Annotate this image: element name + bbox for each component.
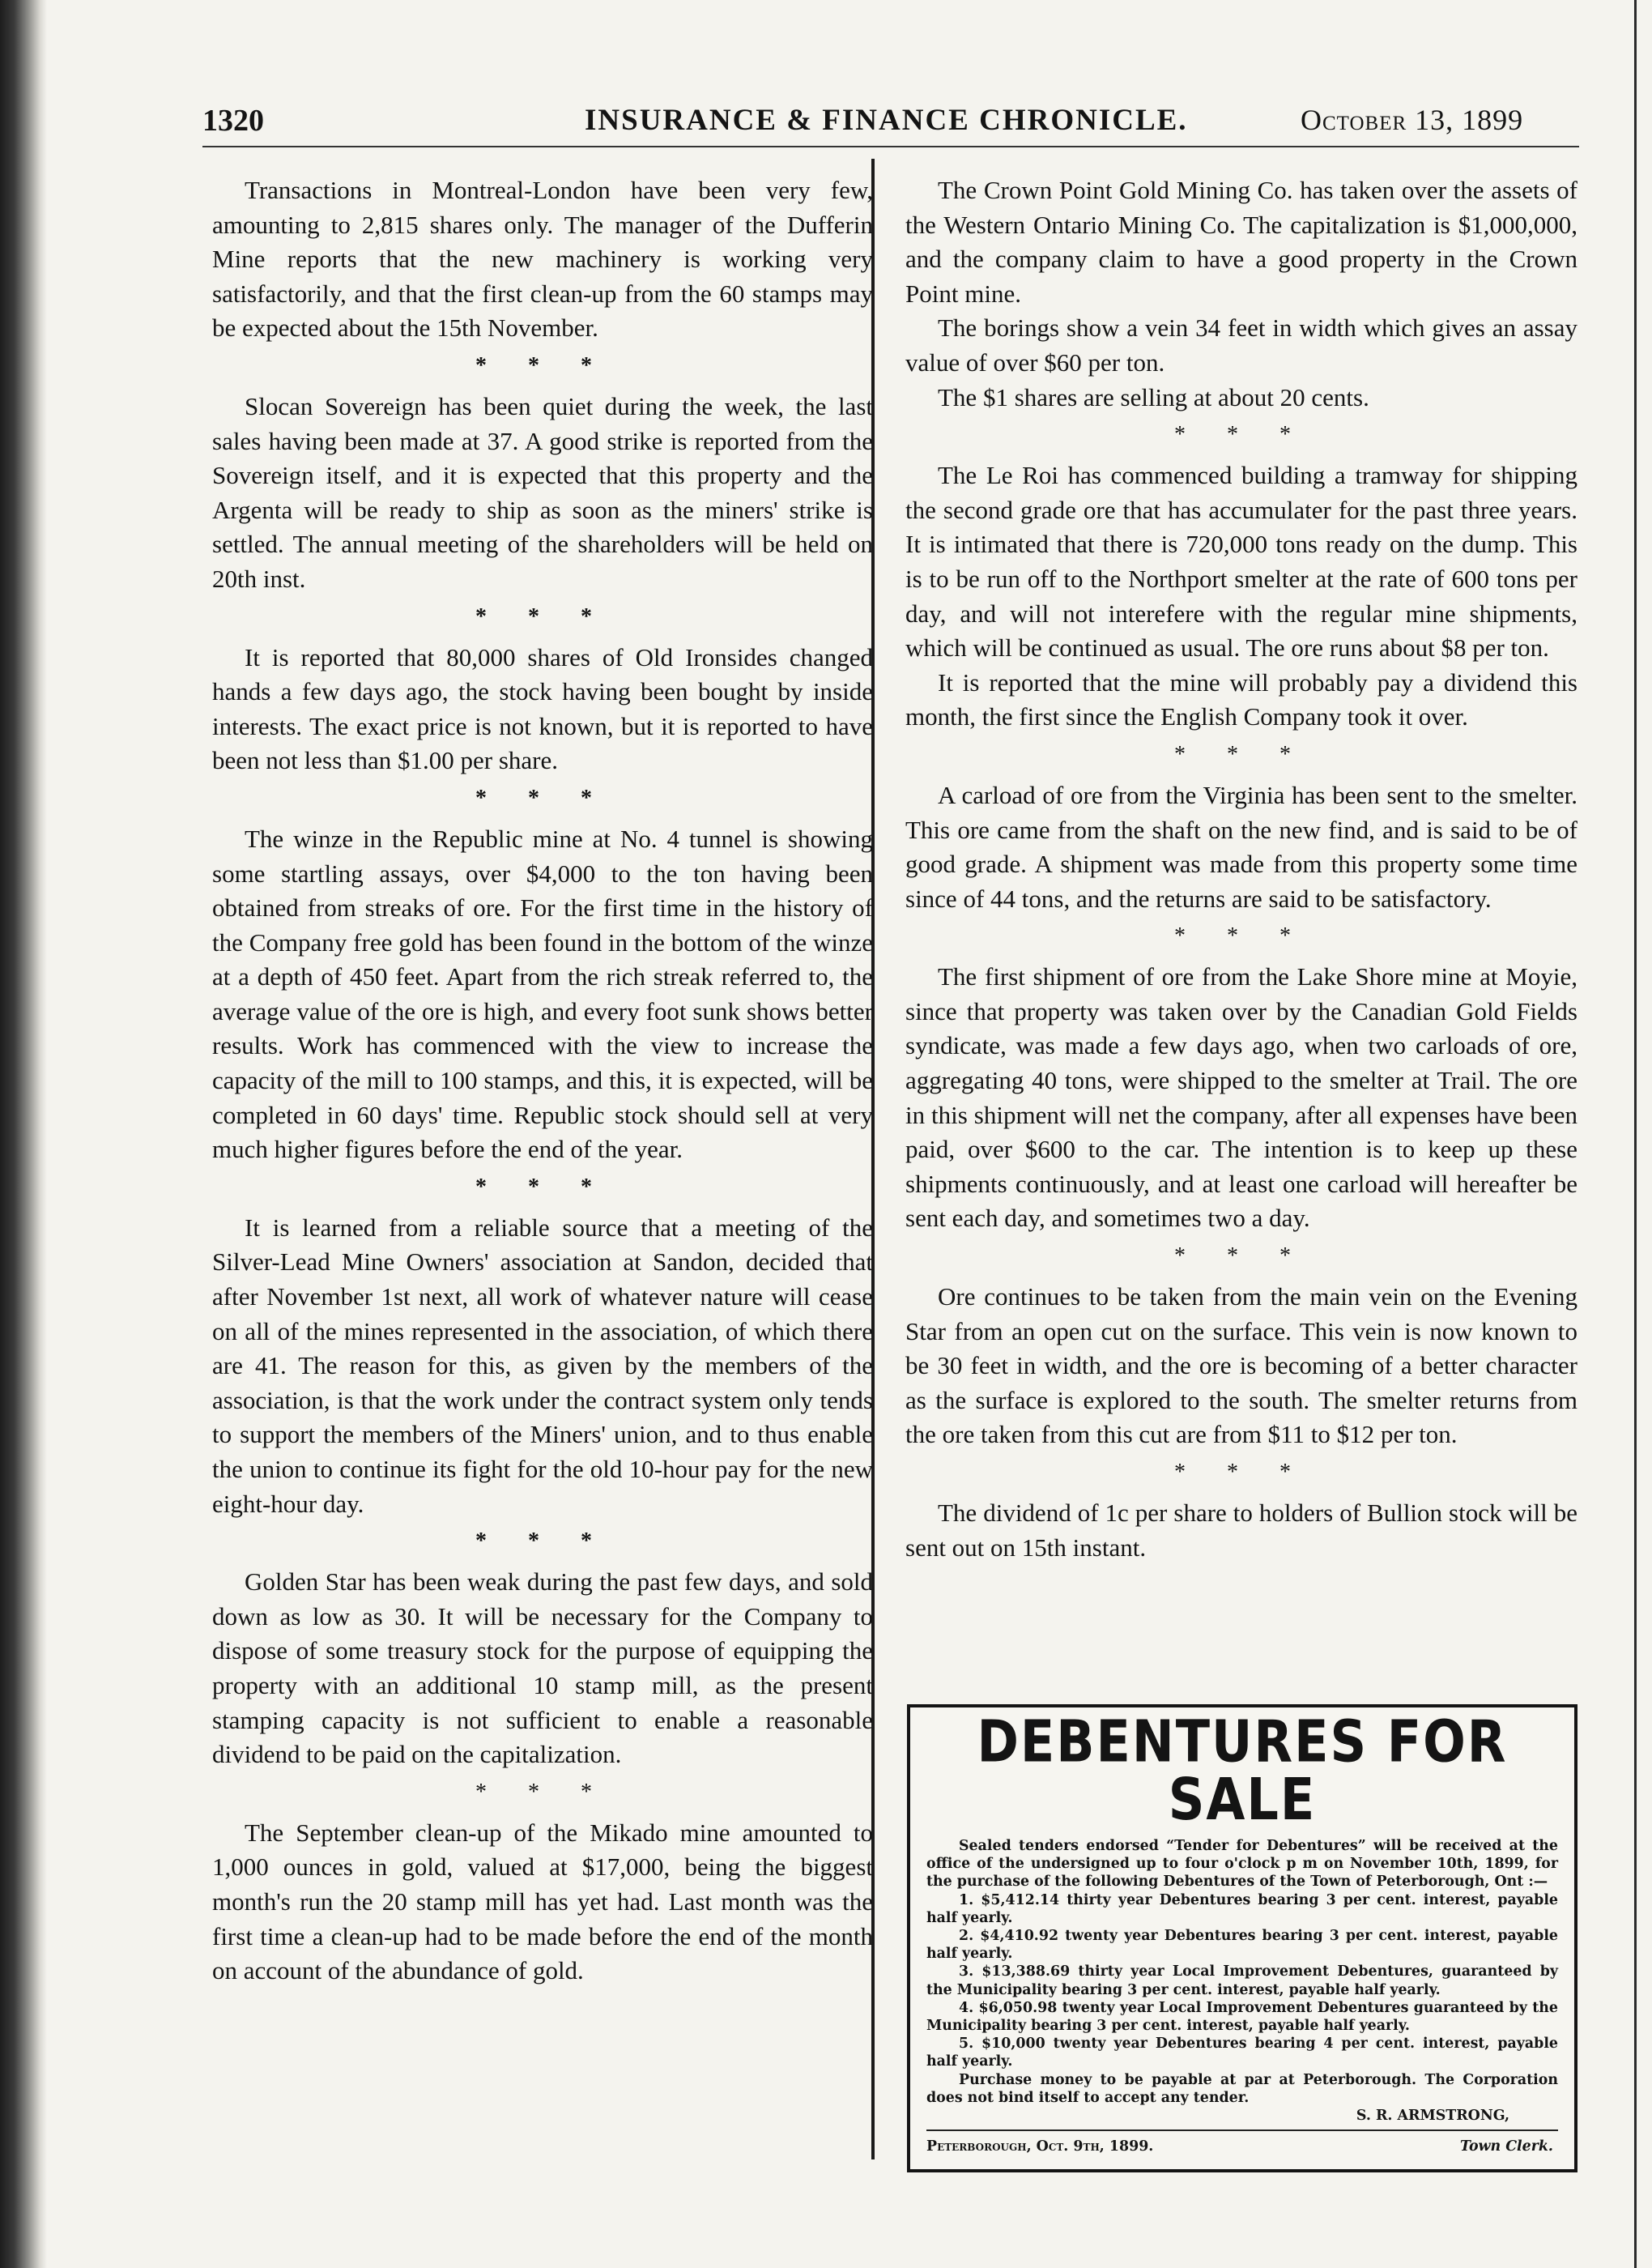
article-paragraph: It is reported that 80,000 shares of Old Ironsides changed hands a few days ago, the stock having been bought by inside interests. The exact price is not known, but it is reported to have been not less than $1.00 per share. — [212, 642, 873, 775]
section-separator: * * * — [475, 785, 610, 811]
article-paragraph: The first shipment of ore from the Lake Shore mine at Moyie, since that property was taken over by the Canadian Gold Fields syndicate, was made a few days ago, when two carloads of ore, aggregating 40 tons, were shipped to the smelter at Trail. The ore in this shipment will net the company, after all expenses have been paid, over $600 to the car. The intention is to keep up these shipments continuously, and at least one carload will hereafter be sent each day, and sometimes two a day. — [905, 962, 1577, 1233]
article-paragraph: The winze in the Republic mine at No. 4 tunnel is showing some startling assays, over $4,000 to the ton having been obtained from streaks of ore. For the first time in the history of the Company free gold has been found in the bottom of the winze at a depth of 450 feet. Apart from the rich streak referred to, the average value of the ore is high, and every foot sunk shows better results. Work has commenced with the view to increase the capacity of the mill to 100 stamps, and this, it is expected, will be completed in 60 days' time. Republic stock should sell at very much higher figures before the end of the year. — [212, 824, 873, 1164]
advertisement-intro: Sealed tenders endorsed “Tender for Debentures” will be received at the office of the undersigned up to four o'clock p m on November 10th, 1899, for the purchase of the following Debentures of the Town of Peterborough, Ont :— — [926, 1838, 1558, 1891]
article-paragraph: A carload of ore from the Virginia has been sent to the smelter. This ore came from the shaft on the new find, and is said to be of good grade. A shipment was made from this property some time since of 44 tons, and the returns are said to be satisfactory. — [905, 780, 1577, 913]
section-separator: * * * — [475, 1779, 610, 1805]
section-separator: * * * — [475, 603, 610, 629]
section-separator: * * * — [475, 352, 610, 378]
article-paragraph: It is reported that the mine will probably pay a dividend this month, the first since the English Company took it over. — [905, 667, 1577, 731]
advertisement-signer: S. R. ARMSTRONG, — [1356, 2108, 1509, 2125]
article-paragraph: Slocan Sovereign has been quiet during the week, the last sales having been made at 37. A good strike is reported from the Sovereign itself, and it is expected that this property and the Argenta will be ready to ship as soon as the miners' strike is settled. The annual meeting of the shareholders will be held on 20th inst. — [212, 391, 873, 593]
article-paragraph: Golden Star has been weak during the past few days, and sold down as low as 30. It will be necessary for the Company to dispose of some treasury stock for the purpose of equipping the property with an additional 10 stamp mill, as the present stamping capacity is not sufficient to enable a reasonable dividend to be paid on the capitalization. — [212, 1567, 873, 1769]
section-separator: * * * — [1174, 741, 1309, 767]
debenture-item: 1. $5,412.14 thirty year Debentures bearing 3 per cent. interest, payable half yearly. — [926, 1891, 1558, 1926]
advertisement-signer-title: Town Clerk. — [1460, 2138, 1553, 2155]
article-paragraph: The borings show a vein 34 feet in width which gives an assay value of over $60 per ton. — [905, 313, 1577, 377]
header-rule — [202, 146, 1579, 147]
section-separator: * * * — [1174, 1460, 1309, 1485]
debenture-item: 5. $10,000 twenty year Debentures bearing 4 per cent. interest, payable half yearly. — [926, 2036, 1558, 2070]
article-paragraph: Ore continues to be taken from the main vein on the Evening Star from an open cut on the surface. This vein is now known to be 30 feet in width, and the ore is becoming of a better character as the surface is explored to the south. The smelter returns from the ore taken from this cut are from $11 to $12 per ton. — [905, 1282, 1577, 1449]
debenture-item: 3. $13,388.69 thirty year Local Improvement Debentures, guaranteed by the Municipality bearing 3 per cent. interest, payable half yearly. — [926, 1963, 1558, 1998]
advertisement-footer — [926, 2129, 1558, 2155]
scan-right-edge — [1634, 0, 1637, 2268]
section-separator: * * * — [475, 1528, 610, 1554]
article-paragraph: The Le Roi has commenced building a tramway for shipping the second grade ore that has accumulater for the past three years. It is intimated that there is 720,000 tons ready on the dump. This is to be run off to the Northport smelter at the rate of 600 tons per day, and will not interefere with the regular mine shipments, which will be continued as usual. The ore runs about $8 per ton. — [905, 461, 1577, 663]
left-column — [212, 173, 873, 1989]
issue-date: October 13, 1899 — [1301, 104, 1524, 136]
article-paragraph: Transactions in Montreal-London have been very few, amounting to 2,815 shares only. The manager of the Dufferin Mine reports that the new machinery is working very satisfactorily, and that the first clean-up from the 60 stamps may be expected about the 15th November. — [212, 176, 873, 343]
debentures-advertisement — [907, 1704, 1577, 2172]
advertisement-place-date: Peterborough, Oct. 9th, 1899. — [926, 2138, 1154, 2155]
article-paragraph: The Crown Point Gold Mining Co. has taken over the assets of the Western Ontario Mining Co. The capitalization is $1,000,000, and the company claim to have a good property in the Crown Point mine. — [905, 176, 1577, 308]
right-column — [905, 173, 1577, 1565]
journal-title: INSURANCE & FINANCE CHRONICLE. — [585, 104, 1188, 137]
advertisement-title: DEBENTURES FOR SALE — [977, 1707, 1508, 1834]
debenture-item: 4. $6,050.98 twenty year Local Improvement Debentures guaranteed by the Municipality bearing 3 per cent. interest, payable half yearly. — [926, 1999, 1558, 2035]
debenture-item: 2. $4,410.92 twenty year Debentures bearing 3 per cent. interest, payable half yearly. — [926, 1928, 1558, 1963]
section-separator: * * * — [475, 1174, 610, 1200]
section-separator: * * * — [1174, 1243, 1309, 1269]
page-number: 1320 — [202, 104, 264, 138]
section-separator: * * * — [1174, 923, 1309, 949]
scan-binding-edge — [0, 0, 47, 2268]
article-paragraph: The September clean-up of the Mikado mine amounted to 1,000 ounces in gold, valued at $17,000, being the biggest month's run the 20 stamp mill has yet had. Last month was the first time a clean-up had to be made before the end of the month on account of the abundance of gold. — [212, 1818, 873, 1985]
article-paragraph: The dividend of 1c per share to holders of Bullion stock will be sent out on 15th instant. — [905, 1498, 1577, 1562]
advertisement-closing: Purchase money to be payable at par at Peterborough. The Corporation does not bind itself to accept any tender. — [926, 2071, 1558, 2106]
article-paragraph: It is learned from a reliable source that a meeting of the Silver-Lead Mine Owners' association at Sandon, decided that after November 1st next, all work of whatever nature will cease on all of the mines represented in the association, of which there are 41. The reason for this, as given by the members of the association, is that the work under the contract system only tends to support the members of the Miners' union, and to thus enable the union to continue its fight for the old 10-hour pay for the new eight-hour day. — [212, 1213, 873, 1518]
section-separator: * * * — [1174, 422, 1309, 448]
article-paragraph: The $1 shares are selling at about 20 cents. — [938, 382, 1369, 411]
